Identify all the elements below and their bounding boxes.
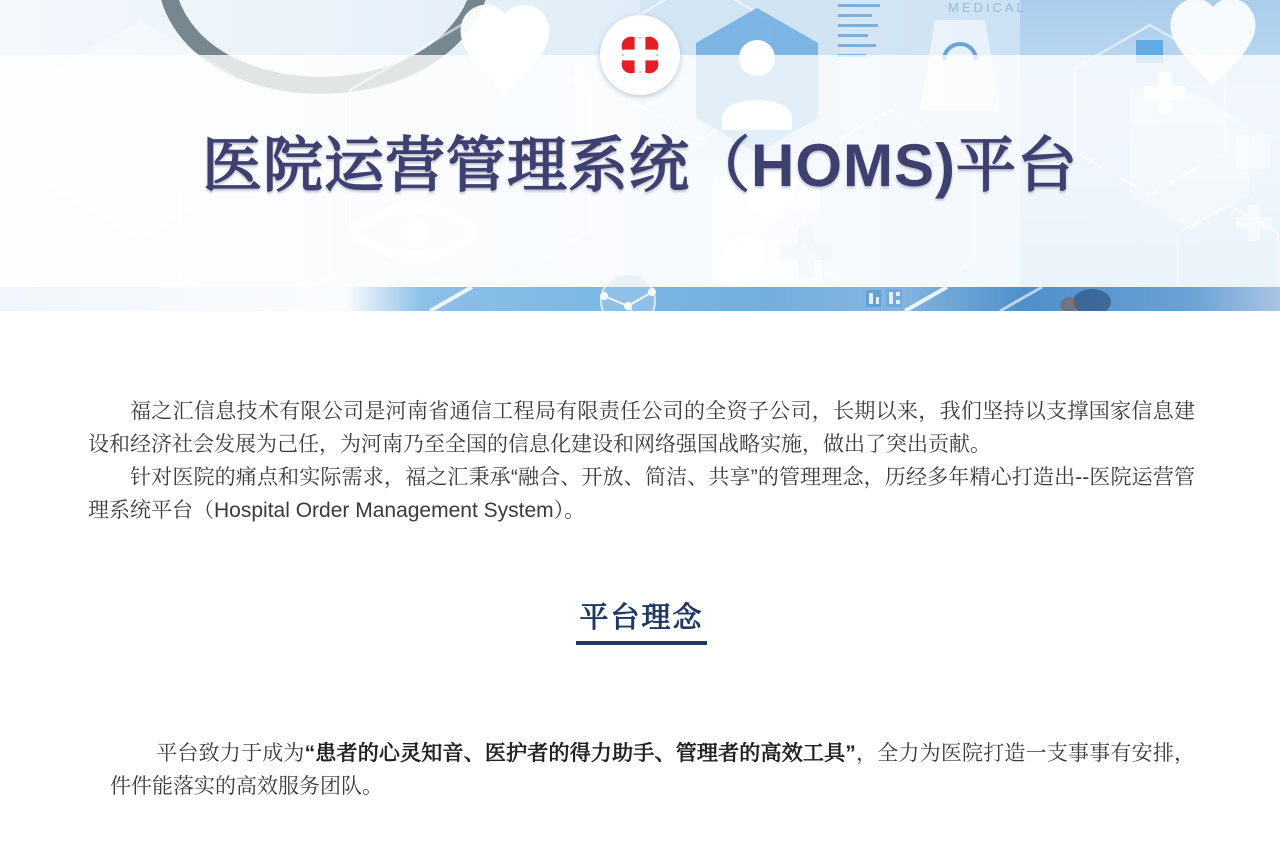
section-heading-wrap (88, 595, 1195, 645)
hospital-logo-badge (600, 15, 680, 95)
intro-paragraph-platform: 针对医院的痛点和实际需求，福之汇秉承“融合、开放、简洁、共享”的管理理念，历经多年精心打造出--医院运营管理系统平台（Hospital Order Management System）。 (88, 466, 1195, 522)
philosophy-tail-text: ，全力为医院打造一支事事有安排，件件能落实的高效服务团队。 (110, 742, 1196, 798)
hospital-cross-icon (613, 28, 667, 82)
main-content (0, 311, 1280, 849)
philosophy-bold-emphasis: “患者的心灵知音、医护者的得力助手、管理者的高效工具” (304, 742, 856, 765)
medical-label: MEDICAL (948, 0, 1027, 15)
page-title: 医院运营管理系统（HOMS)平台 (202, 132, 1078, 199)
intro-paragraph-company: 福之汇信息技术有限公司是河南省通信工程局有限责任公司的全资子公司，长期以来，我们坚持以支撑国家信息建设和经济社会发展为己任，为河南乃至全国的信息化建设和网络强国战略实施，做出了突出贡献。 (88, 400, 1195, 456)
philosophy-lead-text: 平台致力于成为 (156, 742, 305, 765)
hero-banner (0, 0, 1280, 311)
philosophy-paragraph (88, 737, 1195, 803)
section-heading-platform-philosophy: 平台理念 (576, 595, 706, 645)
